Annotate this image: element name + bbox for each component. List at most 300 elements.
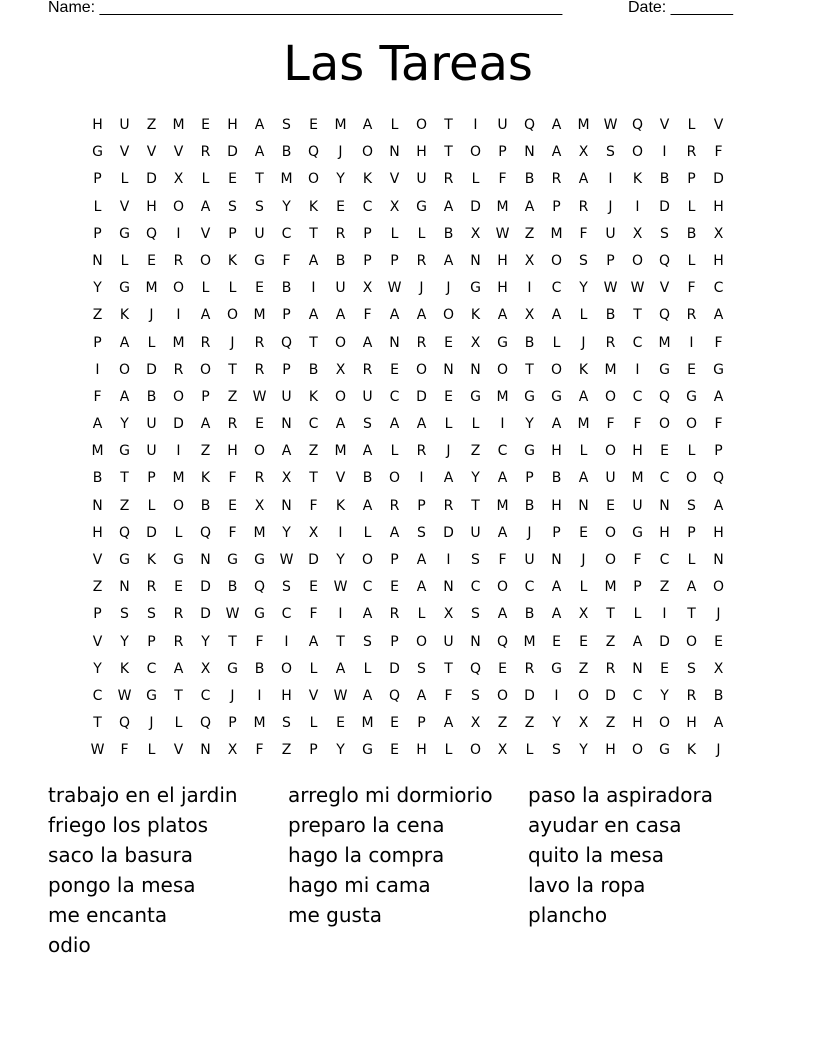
grid-cell[interactable]: O [685, 470, 698, 487]
grid-cell[interactable]: H [659, 524, 670, 541]
grid-cell[interactable]: C [389, 388, 400, 405]
grid-cell[interactable]: V [173, 144, 184, 161]
grid-cell[interactable]: O [388, 470, 401, 487]
grid-cell[interactable]: A [686, 579, 697, 596]
grid-cell[interactable]: U [146, 443, 157, 460]
grid-cell[interactable]: R [443, 497, 454, 514]
grid-cell[interactable]: N [389, 334, 400, 351]
grid-cell[interactable]: Q [388, 687, 401, 704]
grid-cell[interactable]: H [713, 252, 724, 269]
grid-cell[interactable]: O [334, 334, 347, 351]
grid-cell[interactable]: O [280, 660, 293, 677]
grid-cell[interactable]: M [361, 715, 374, 732]
grid-cell[interactable]: E [228, 171, 237, 188]
grid-cell[interactable]: N [281, 497, 292, 514]
grid-cell[interactable]: P [93, 334, 102, 351]
grid-cell[interactable]: I [311, 280, 316, 297]
grid-cell[interactable]: F [498, 171, 507, 188]
grid-cell[interactable]: F [714, 334, 723, 351]
grid-cell[interactable]: R [146, 579, 157, 596]
grid-cell[interactable]: H [605, 742, 616, 759]
grid-cell[interactable]: G [551, 660, 562, 677]
grid-cell[interactable]: O [361, 552, 374, 568]
grid-cell[interactable]: G [416, 198, 427, 215]
grid-cell[interactable]: O [199, 361, 212, 378]
grid-cell[interactable]: U [443, 633, 454, 650]
grid-cell[interactable]: E [390, 579, 399, 596]
grid-cell[interactable]: H [416, 742, 427, 759]
grid-cell[interactable]: T [309, 470, 318, 487]
grid-cell[interactable]: Y [552, 715, 561, 732]
grid-cell[interactable]: D [713, 171, 724, 188]
grid-cell[interactable]: F [498, 552, 507, 568]
grid-cell[interactable]: G [551, 388, 562, 405]
grid-cell[interactable]: W [279, 552, 294, 568]
grid-cell[interactable]: A [389, 416, 400, 433]
grid-cell[interactable]: I [689, 334, 694, 351]
grid-cell[interactable]: U [605, 225, 616, 242]
grid-cell[interactable]: P [687, 171, 696, 188]
grid-cell[interactable]: U [254, 225, 265, 242]
grid-cell[interactable]: G [659, 742, 670, 759]
grid-cell[interactable]: L [579, 579, 588, 596]
grid-cell[interactable]: R [605, 334, 616, 351]
grid-cell[interactable]: J [608, 198, 613, 215]
grid-cell[interactable]: W [603, 280, 618, 297]
grid-cell[interactable]: A [713, 715, 724, 732]
grid-cell[interactable]: U [470, 524, 481, 541]
grid-cell[interactable]: I [176, 225, 181, 242]
grid-cell[interactable]: E [255, 280, 264, 297]
grid-cell[interactable]: A [713, 497, 724, 514]
grid-cell[interactable]: A [551, 144, 562, 161]
grid-cell[interactable]: S [282, 579, 291, 596]
grid-cell[interactable]: Q [658, 252, 671, 269]
grid-cell[interactable]: A [173, 660, 184, 677]
grid-cell[interactable]: O [469, 144, 482, 161]
grid-cell[interactable]: A [578, 470, 589, 487]
grid-cell[interactable]: L [228, 280, 237, 297]
grid-cell[interactable]: O [604, 552, 617, 568]
grid-cell[interactable]: E [201, 117, 210, 133]
grid-cell[interactable]: H [92, 524, 103, 541]
grid-cell[interactable]: R [524, 660, 535, 677]
grid-cell[interactable]: G [119, 280, 130, 297]
grid-cell[interactable]: A [362, 443, 373, 460]
grid-cell[interactable]: F [633, 416, 642, 433]
grid-cell[interactable]: J [149, 715, 154, 732]
grid-cell[interactable]: A [551, 416, 562, 433]
grid-cell[interactable]: P [687, 524, 696, 541]
grid-cell[interactable]: H [551, 497, 562, 514]
grid-cell[interactable]: L [201, 171, 210, 188]
grid-cell[interactable]: X [470, 225, 481, 242]
grid-cell[interactable]: N [92, 252, 103, 269]
grid-cell[interactable]: I [662, 606, 667, 623]
grid-cell[interactable]: I [95, 361, 100, 378]
grid-cell[interactable]: H [281, 687, 292, 704]
grid-cell[interactable]: O [172, 497, 185, 514]
grid-cell[interactable]: P [93, 225, 102, 242]
grid-cell[interactable]: C [632, 687, 643, 704]
grid-cell[interactable]: B [227, 579, 238, 596]
grid-cell[interactable]: F [309, 606, 318, 623]
grid-cell[interactable]: X [524, 307, 535, 324]
grid-cell[interactable]: W [333, 687, 348, 704]
grid-cell[interactable]: V [119, 198, 130, 215]
grid-cell[interactable]: T [255, 171, 264, 188]
grid-cell[interactable]: H [227, 117, 238, 133]
grid-cell[interactable]: S [471, 687, 480, 704]
grid-cell[interactable]: S [363, 416, 372, 433]
grid-cell[interactable]: S [471, 552, 480, 568]
grid-cell[interactable]: P [282, 361, 291, 378]
grid-cell[interactable]: O [550, 361, 563, 378]
grid-cell[interactable]: X [389, 198, 400, 215]
grid-cell[interactable]: L [687, 198, 696, 215]
grid-cell[interactable]: M [604, 579, 617, 596]
grid-cell[interactable]: I [446, 552, 451, 568]
grid-cell[interactable]: A [389, 524, 400, 541]
grid-cell[interactable]: U [335, 280, 346, 297]
grid-cell[interactable]: B [335, 252, 346, 269]
grid-cell[interactable]: A [497, 470, 508, 487]
grid-cell[interactable]: O [172, 280, 185, 297]
grid-cell[interactable]: H [686, 715, 697, 732]
grid-cell[interactable]: I [527, 280, 532, 297]
grid-cell[interactable]: M [145, 280, 158, 297]
grid-cell[interactable]: Z [92, 307, 103, 324]
grid-cell[interactable]: G [524, 443, 535, 460]
grid-cell[interactable]: S [363, 633, 372, 650]
grid-cell[interactable]: I [500, 416, 505, 433]
grid-cell[interactable]: Z [119, 497, 130, 514]
grid-cell[interactable]: X [443, 606, 454, 623]
grid-cell[interactable]: B [146, 388, 157, 405]
grid-cell[interactable]: M [496, 497, 509, 514]
grid-cell[interactable]: U [605, 470, 616, 487]
grid-cell[interactable]: O [685, 416, 698, 433]
grid-cell[interactable]: P [147, 470, 156, 487]
grid-cell[interactable]: A [443, 715, 454, 732]
grid-cell[interactable]: D [443, 524, 454, 541]
grid-cell[interactable]: I [635, 361, 640, 378]
grid-cell[interactable]: C [92, 687, 103, 704]
grid-cell[interactable]: E [687, 361, 696, 378]
grid-cell[interactable]: Z [92, 579, 103, 596]
grid-cell[interactable]: R [254, 361, 265, 378]
grid-cell[interactable]: W [90, 742, 105, 759]
grid-cell[interactable]: L [363, 660, 372, 677]
grid-cell[interactable]: I [284, 633, 289, 650]
grid-cell[interactable]: N [443, 579, 454, 596]
grid-cell[interactable]: B [443, 225, 454, 242]
grid-cell[interactable]: K [308, 388, 319, 405]
grid-cell[interactable]: R [551, 171, 562, 188]
grid-cell[interactable]: I [554, 687, 559, 704]
grid-cell[interactable]: W [225, 606, 240, 623]
grid-cell[interactable]: I [473, 117, 478, 133]
grid-cell[interactable]: P [363, 252, 372, 269]
grid-cell[interactable]: A [443, 252, 454, 269]
grid-cell[interactable]: C [362, 579, 373, 596]
grid-cell[interactable]: A [632, 633, 643, 650]
grid-cell[interactable]: E [336, 715, 345, 732]
grid-cell[interactable]: N [92, 497, 103, 514]
grid-cell[interactable]: L [147, 497, 156, 514]
grid-cell[interactable]: V [200, 225, 211, 242]
grid-cell[interactable]: X [470, 715, 481, 732]
grid-cell[interactable]: L [201, 280, 210, 297]
grid-cell[interactable]: V [308, 687, 319, 704]
grid-cell[interactable]: C [308, 416, 319, 433]
grid-cell[interactable]: T [444, 144, 453, 161]
grid-cell[interactable]: P [93, 606, 102, 623]
grid-cell[interactable]: E [228, 497, 237, 514]
grid-cell[interactable]: I [257, 687, 262, 704]
grid-cell[interactable]: E [444, 388, 453, 405]
grid-cell[interactable]: X [524, 252, 535, 269]
grid-cell[interactable]: E [579, 633, 588, 650]
grid-cell[interactable]: Z [497, 715, 508, 732]
grid-cell[interactable]: F [282, 252, 291, 269]
grid-cell[interactable]: A [335, 660, 346, 677]
grid-cell[interactable]: F [444, 687, 453, 704]
grid-cell[interactable]: O [172, 388, 185, 405]
grid-cell[interactable]: E [147, 252, 156, 269]
grid-cell[interactable]: A [578, 171, 589, 188]
grid-cell[interactable]: B [551, 470, 562, 487]
grid-cell[interactable]: D [146, 361, 157, 378]
grid-cell[interactable]: C [551, 280, 562, 297]
grid-cell[interactable]: C [659, 470, 670, 487]
grid-cell[interactable]: N [443, 361, 454, 378]
grid-cell[interactable]: A [551, 307, 562, 324]
grid-cell[interactable]: P [147, 633, 156, 650]
grid-cell[interactable]: R [389, 497, 400, 514]
grid-cell[interactable]: A [443, 470, 454, 487]
grid-cell[interactable]: T [228, 361, 237, 378]
grid-cell[interactable]: D [146, 171, 157, 188]
grid-cell[interactable]: G [227, 552, 238, 568]
grid-cell[interactable]: I [338, 606, 343, 623]
grid-cell[interactable]: S [120, 606, 129, 623]
grid-cell[interactable]: X [578, 144, 589, 161]
grid-cell[interactable]: Y [282, 198, 291, 215]
grid-cell[interactable]: L [525, 742, 534, 759]
grid-cell[interactable]: M [91, 443, 104, 460]
grid-cell[interactable]: O [685, 633, 698, 650]
grid-cell[interactable]: O [658, 715, 671, 732]
grid-cell[interactable]: M [172, 117, 185, 133]
grid-cell[interactable]: M [253, 715, 266, 732]
grid-cell[interactable]: S [579, 252, 588, 269]
grid-cell[interactable]: L [417, 606, 426, 623]
grid-cell[interactable]: X [578, 715, 589, 732]
grid-cell[interactable]: E [660, 660, 669, 677]
grid-cell[interactable]: T [174, 687, 183, 704]
grid-cell[interactable]: H [713, 524, 724, 541]
grid-cell[interactable]: Y [660, 687, 669, 704]
grid-cell[interactable]: O [469, 742, 482, 759]
grid-cell[interactable]: Z [281, 742, 292, 759]
grid-cell[interactable]: Z [524, 225, 535, 242]
grid-cell[interactable]: N [200, 552, 211, 568]
grid-cell[interactable]: G [146, 687, 157, 704]
grid-cell[interactable]: Y [471, 470, 480, 487]
grid-cell[interactable]: E [255, 416, 264, 433]
grid-cell[interactable]: I [608, 171, 613, 188]
grid-cell[interactable]: J [230, 687, 235, 704]
grid-cell[interactable]: H [497, 252, 508, 269]
grid-cell[interactable]: G [254, 252, 265, 269]
grid-cell[interactable]: L [309, 715, 318, 732]
grid-cell[interactable]: A [200, 416, 211, 433]
grid-cell[interactable]: B [92, 470, 103, 487]
grid-cell[interactable]: A [308, 633, 319, 650]
grid-cell[interactable]: C [281, 606, 292, 623]
grid-cell[interactable]: R [686, 687, 697, 704]
grid-cell[interactable]: Q [118, 715, 131, 732]
grid-cell[interactable]: O [496, 687, 509, 704]
grid-cell[interactable]: D [200, 606, 211, 623]
grid-cell[interactable]: W [333, 579, 348, 596]
grid-cell[interactable]: P [633, 579, 642, 596]
grid-cell[interactable]: P [498, 144, 507, 161]
grid-cell[interactable]: E [390, 361, 399, 378]
grid-cell[interactable]: L [390, 117, 399, 133]
grid-cell[interactable]: K [308, 198, 319, 215]
grid-cell[interactable]: F [228, 470, 237, 487]
grid-cell[interactable]: A [254, 117, 265, 133]
grid-cell[interactable]: I [176, 443, 181, 460]
grid-cell[interactable]: H [713, 198, 724, 215]
grid-cell[interactable]: M [172, 470, 185, 487]
grid-cell[interactable]: J [527, 524, 532, 541]
grid-cell[interactable]: A [362, 117, 373, 133]
grid-cell[interactable]: T [444, 117, 453, 133]
grid-cell[interactable]: O [577, 687, 590, 704]
grid-cell[interactable]: S [255, 198, 264, 215]
grid-cell[interactable]: R [416, 252, 427, 269]
grid-cell[interactable]: V [713, 117, 724, 133]
grid-cell[interactable]: G [632, 524, 643, 541]
grid-cell[interactable]: C [632, 334, 643, 351]
grid-cell[interactable]: P [714, 443, 723, 460]
grid-cell[interactable]: N [200, 742, 211, 759]
grid-cell[interactable]: U [362, 388, 373, 405]
grid-cell[interactable]: K [200, 470, 211, 487]
grid-cell[interactable]: X [200, 660, 211, 677]
grid-cell[interactable]: G [173, 552, 184, 568]
grid-cell[interactable]: G [713, 361, 724, 378]
grid-cell[interactable]: R [173, 606, 184, 623]
grid-cell[interactable]: M [253, 307, 266, 324]
grid-cell[interactable]: D [146, 524, 157, 541]
grid-cell[interactable]: M [658, 334, 671, 351]
grid-cell[interactable]: E [309, 117, 318, 133]
grid-cell[interactable]: Q [307, 144, 320, 161]
grid-cell[interactable]: P [228, 715, 237, 732]
grid-cell[interactable]: N [659, 497, 670, 514]
grid-cell[interactable]: W [495, 225, 510, 242]
grid-cell[interactable]: P [417, 715, 426, 732]
grid-cell[interactable]: A [524, 198, 535, 215]
grid-cell[interactable]: C [497, 443, 508, 460]
grid-cell[interactable]: P [390, 252, 399, 269]
grid-cell[interactable]: M [253, 524, 266, 541]
grid-cell[interactable]: L [633, 606, 642, 623]
grid-cell[interactable]: Y [282, 524, 291, 541]
grid-cell[interactable]: O [550, 252, 563, 269]
grid-cell[interactable]: T [336, 633, 345, 650]
grid-cell[interactable]: D [200, 579, 211, 596]
grid-cell[interactable]: O [253, 443, 266, 460]
grid-cell[interactable]: C [200, 687, 211, 704]
grid-cell[interactable]: O [334, 388, 347, 405]
grid-cell[interactable]: P [363, 225, 372, 242]
grid-cell[interactable]: R [578, 198, 589, 215]
grid-cell[interactable]: A [200, 307, 211, 324]
grid-cell[interactable]: U [497, 117, 508, 133]
grid-cell[interactable]: S [228, 198, 237, 215]
grid-cell[interactable]: N [713, 552, 724, 568]
grid-cell[interactable]: A [389, 307, 400, 324]
grid-cell[interactable]: G [254, 606, 265, 623]
grid-cell[interactable]: V [335, 470, 346, 487]
grid-cell[interactable]: M [523, 633, 536, 650]
grid-cell[interactable]: A [551, 579, 562, 596]
grid-cell[interactable]: D [524, 687, 535, 704]
grid-cell[interactable]: Q [469, 660, 482, 677]
grid-cell[interactable]: R [686, 144, 697, 161]
grid-cell[interactable]: U [416, 171, 427, 188]
grid-cell[interactable]: L [579, 443, 588, 460]
grid-cell[interactable]: X [470, 334, 481, 351]
grid-cell[interactable]: P [606, 252, 615, 269]
grid-cell[interactable]: K [119, 307, 130, 324]
grid-cell[interactable]: K [146, 552, 157, 568]
grid-cell[interactable]: N [119, 579, 130, 596]
grid-cell[interactable]: K [578, 361, 589, 378]
grid-cell[interactable]: N [551, 552, 562, 568]
grid-cell[interactable]: B [524, 171, 535, 188]
grid-cell[interactable]: B [254, 660, 265, 677]
grid-cell[interactable]: R [173, 252, 184, 269]
grid-cell[interactable]: T [633, 307, 642, 324]
grid-cell[interactable]: B [308, 361, 319, 378]
grid-cell[interactable]: S [660, 225, 669, 242]
grid-cell[interactable]: L [363, 524, 372, 541]
grid-cell[interactable]: C [632, 388, 643, 405]
grid-cell[interactable]: A [362, 687, 373, 704]
grid-cell[interactable]: M [334, 443, 347, 460]
grid-cell[interactable]: G [119, 443, 130, 460]
grid-cell[interactable]: J [149, 307, 154, 324]
grid-cell[interactable]: C [524, 579, 535, 596]
grid-cell[interactable]: O [604, 443, 617, 460]
grid-cell[interactable]: Z [524, 715, 535, 732]
grid-cell[interactable]: T [687, 606, 696, 623]
grid-cell[interactable]: R [254, 334, 265, 351]
grid-cell[interactable]: L [417, 225, 426, 242]
grid-cell[interactable]: Y [93, 280, 102, 297]
grid-cell[interactable]: M [631, 470, 644, 487]
grid-cell[interactable]: R [254, 470, 265, 487]
grid-cell[interactable]: A [443, 198, 454, 215]
grid-cell[interactable]: R [227, 416, 238, 433]
grid-cell[interactable]: I [662, 144, 667, 161]
